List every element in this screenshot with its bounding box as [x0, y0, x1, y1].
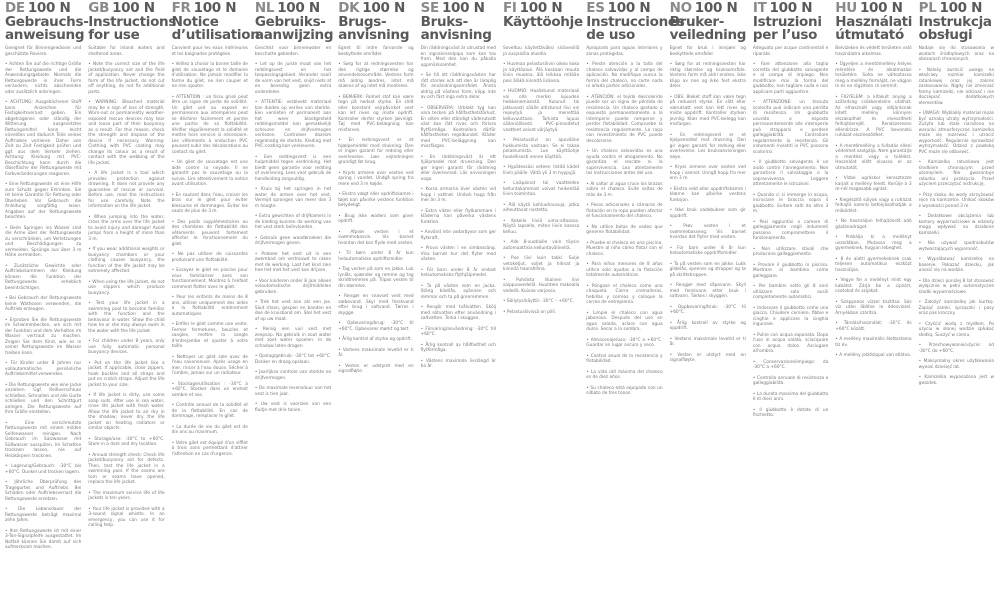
language-column-gb — [85, 0, 177, 595]
instruction-paragraph: • Västens maximala livslängd är tio år. — [420, 358, 496, 369]
instruction-paragraph: • Ta på vesten som en jakke. Lukk glidelås, spenner og stropper og ta på skrittstroppen. — [669, 261, 746, 278]
language-code: PL — [918, 0, 937, 16]
instruction-paragraph: • Hypätessäsi veteen ristitä kädet liivin päälle. Vältä yli 3 m hyppyjä. — [503, 165, 580, 176]
instruction-paragraph: • Oppbevaring/bruk: -30°C til +60°C. — [669, 304, 746, 315]
instruction-paragraph: • Puhdista likainen liivi saippuavedellä. Huuhtele makealla vedellä. Kuivaa varjossa. — [503, 277, 580, 294]
language-column-dk — [335, 0, 417, 595]
instruction-paragraph: • Kiegészítő súlyok vagy a ruházat felhajtó kamrái befolyásolhatják a működést. — [835, 197, 912, 214]
instruction-paragraph: • Rengjør med såpevann. Skyll med ferskvann etter bruk i saltvann. Tørkes i skyggen. — [669, 283, 746, 299]
language-column-hu — [832, 0, 915, 595]
column-heading — [835, 2, 911, 46]
instruction-paragraph: • La vida útil máxima del chaleco es de diez años. — [586, 369, 663, 380]
model-rating: 100 N — [939, 0, 983, 16]
instruction-paragraph: • Prøv vesten i et svømmebasseng. Vis barnet hvordan det flyter med vesten. — [669, 224, 746, 240]
instruction-paragraph: • Vegye fel a mellényt mint egy kabátot. Zárja be a cipzárt, csatokat és szíjakat. — [835, 278, 912, 294]
instruction-paragraph: • Vestens maksimale levetid er ti år. — [669, 336, 746, 347]
instruction-paragraph: • Voor kinderen onder 8 jaar alleen volautomatische drijfmiddelen gebruiken. — [254, 278, 332, 295]
instruction-paragraph: • Gebruik geen waadbroeken die drijfvermogen geven. — [254, 235, 332, 246]
instruction-paragraph: • Sørg for at redningsvesten har riktig størrelse og bruksområde. Vestens form må aldri endres, ikke klipp av noe og ikke fest ekstra deler. — [669, 62, 746, 89]
model-rating: 100 N — [27, 0, 71, 16]
instruction-paragraph: • Należy zwrócić uwagę na właściwy rozmiar kamizelki ratunkowej oraz jej zakres zastosowania. Nigdy nie zmieniać formy kamizelki, nie odcinać i nie doczepiać dodatkowych elementów. — [918, 67, 994, 106]
instruction-paragraph: • Ikke bruk vadebukser som gir oppdrift. — [669, 208, 746, 219]
language-code: IT — [752, 0, 767, 16]
instruction-paragraph: • Vesten er udstyret med en signalfløjte. — [338, 363, 414, 374]
model-rating: 100 N — [441, 0, 485, 16]
model-rating: 100 N — [769, 0, 813, 16]
model-rating: 100 N — [193, 0, 237, 16]
instructions-text — [919, 46, 994, 386]
instruction-paragraph: • Zusätzliche Gewichte oder Auftriebskammern der Kleidung können die Funktion der Rettungsweste erheblich beeinträchtigen. — [5, 263, 82, 291]
instructions-text — [5, 46, 81, 551]
instruction-paragraph: • Afprøv vesten i et svømmebassin. Vis barnet hvordan det kan flyde med vesten. — [338, 229, 414, 246]
instruction-paragraph: • Kokeile liiviä uima-altaassa. Näytä lapselle, miten liivin kanssa kelluu. — [503, 218, 580, 235]
instruction-paragraph: • Votre gilet est équipé d'un sifflet à trois sons permettant d'attirer l'attention en cas d'urgence. — [171, 440, 248, 457]
instruction-paragraph: • A mellény jelzősíppal van ellátva. — [835, 353, 912, 358]
column-title: Instrucciones de uso — [586, 13, 685, 43]
column-heading — [254, 0, 334, 46]
instruction-paragraph: • Storage/use: -30°C to +60°C. Store in a dark and dry location. — [88, 436, 165, 447]
language-code: FR — [171, 0, 191, 16]
instruction-paragraph: • Jaarlijkse controle van sterkte en drijfvermogen. — [254, 370, 332, 381]
column-heading — [5, 0, 89, 46]
instructions-text — [670, 46, 746, 364]
instruction-paragraph: • Controllo annuale di resistenza e galleggiabilità. — [752, 375, 829, 386]
instruction-paragraph: • Die Lebensdauer der Rettungsweste beträgt maximal zehn Jahre. — [5, 507, 82, 523]
instruction-paragraph: • Pelastusliivissä on pilli. — [503, 309, 557, 315]
instruction-paragraph: • Su chaleco está equipado con un silbato de tres tonos. — [586, 385, 663, 396]
instruction-paragraph: • Vízbe ugráskor keresztezze karjait a mellény felett. Kerülje a 3 m-nél magasabb ugrást. — [835, 176, 912, 192]
column-heading — [338, 2, 413, 46]
instruction-paragraph: • Kamizelka ratunkowa jest środkiem chroniącym przed utonięciem. Nie gwarantuje ratunku ani przeżycia. Przed użyciem przeczytać instrukcję. — [918, 160, 994, 187]
instruction-paragraph: • Próbálja ki a mellényt uszodában. Mutassa meg a gyermeknek, hogyan lebeghet. — [835, 235, 912, 251]
language-code: GB — [88, 0, 110, 16]
instruction-paragraph: • Uw vest is voorzien van een fluitje met drie tonen. — [254, 402, 332, 413]
instruction-paragraph: • OBSERVERA: Urblekt tyg kan vara tecken på hållfasthetsförlust. En sliten eller ständigt väderutsatt väst kan lätt rivas och förlora flytförmåga. Kontrollera därför hållfastheten regelbundet. Kläder med PVC-beläggning kan missfärgas. — [420, 105, 496, 149]
intro-paragraph: Apropiado para aguas interiores y zonas protegidas. — [586, 46, 663, 57]
instruction-paragraph: • Pelastusliivi on apuväline hukkumista vastaan. Se ei takaa pelastumista. Lue käyttöohje huolellisesti ennen käyttöä. — [503, 138, 580, 160]
intro-paragraph: Belvízeken és védett területen való használatra alkalmas. — [835, 46, 912, 57]
instructions-text — [172, 46, 248, 457]
instruction-paragraph: • Opbevaring/brug: -30°C til +60°C. Opbevares mørkt og tørt. — [338, 321, 414, 332]
instruction-paragraph: • ATTENTION : un tissu grisé peut être un signe de perte de solidité. Un gilet usé ou exposé en permanence aux intempéries peut se déchirer facilement et perdre une partie de sa flottabilité. Vérifier régulièrement la solidité et mettre hors service si nécessaire. Les vêtements à enduction PVC peuvent subir des décolorations au contact du gilet. — [171, 94, 248, 155]
instructions-text — [255, 46, 331, 413]
intro-paragraph: Egnet til indre farvande og beskyttede områder. — [338, 46, 414, 57]
instruction-paragraph: • Rengør en snavset vest med sæbevand. Skyl med ferskvand efter brug i saltvand. Tørres i skygge. — [338, 294, 414, 316]
column-title: Instructions for use — [88, 13, 177, 43]
instruction-paragraph: • FIGYELEM: a kifakult anyag a szilárdság csökkenésére utalhat. Az elhasznált vagy időjárásnak kitett mellény könnyen elszakadhat és elveszítheti felhajtóerejét. Rendszeresen ellenőrizze. A PVC bevonatú ruházat elszíneződhet. — [835, 94, 912, 138]
column-heading — [88, 0, 177, 46]
instruction-paragraph: • Annual strength check: Check life jacket/buoyancy aid for defects. Then, test the life jacket in a swimming pool. If the seams are torn or seams have opened, replace the life jacket. — [88, 452, 165, 485]
column-title: Brugs- anvisning — [338, 13, 410, 43]
instruction-paragraph: • OBS: Bleket stoff kan være tegn på redusert styrke. En slitt eller værutsatt vest kan lett rives og miste oppdrift. Kontroller styrken jevnlig. Klær med PVC-belegg kan misfarges. — [669, 94, 746, 127]
instruction-paragraph: • ATENCIÓN: el tejido descolorido puede ser un signo de pérdida de resistencia. Un chaleco gastado o expuesto permanentemente a la intemperie puede romperse y perder flotabilidad. Compruebe la resistencia regularmente. La ropa con revestimiento de PVC puede decolorarse. — [586, 94, 663, 144]
instruction-paragraph: • Szappanos vízzel tisztítsa. Sós víz után öblítse le édesvízzel. Árnyékban szárítsa. — [835, 299, 912, 316]
instruction-paragraph: • A mentőmellény a fulladás elleni védelmet szolgálja. Nem garantálja a mentést vagy a túlélést. Használat előtt olvassa el az útmutatót. — [835, 143, 912, 171]
instruction-paragraph: • En redningsvest er et hjelpemiddel mot drukning. Den gir ingen garanti for redning eller overlevelse. Les bruksanvisningen nøye. — [669, 132, 746, 160]
instruction-paragraph: • No utilice botas de vadeo que generen flotabilidad. — [586, 224, 663, 235]
instruction-paragraph: • Nettoyer un gilet sale avec de l'eau savonneuse. Après usage en mer, rincer à l'eau douce. Sécher à l'ombre, jamais sur un radiateur. — [171, 354, 248, 376]
instruction-paragraph: • Probeer het vest uit in een zwembad om vertrouwd te raken met de werking. Laat het kind zien hoe het met het vest kan drijven. — [254, 251, 332, 273]
intro-paragraph: Din räddningsväst är utrustad med en signalvisselpipa som kan tas fram. Med den kan du påkalla uppmärksamhet. — [420, 46, 496, 68]
instruction-paragraph: • Ügyeljen a mentőmellény helyes méretére és alkalmazási területére. Soha ne változtassa meg a mellény formáját, ne vágjon le és ne rögzítsen rá semmit. — [835, 62, 912, 89]
instruction-paragraph: • Stockage/utilisation : -30°C à +60°C. Stocker dans un endroit sombre et sec. — [171, 381, 248, 398]
instruction-paragraph: • De maximale levensduur van het vest is tien jaar. — [254, 386, 332, 397]
instruction-paragraph: • BEMÆRK: Falmet stof kan være tegn på nedsat styrke. En slidt eller konstant vejrpåvirket vest kan let rives og miste opdrift. Kontroller derfor styrken jævnligt. Tøj med PVC-belægning kan misfarves. — [338, 94, 414, 133]
instruction-paragraph: • Put on the life jacket like a jacket. If applicable, close zippers, hook buckles and all straps and put on crotch straps. Adjust the life jacket to your size. — [88, 360, 165, 388]
instruction-paragraph: • Kryss armene over vesten ved hopp i vannet. Unngå hopp fra mer enn 3 m. — [669, 165, 746, 181]
instruction-paragraph: • Eine Rettungsweste ist eine Hilfe zum Schutz gegen Ertrinken. Sie ist keine Garantie für Rettung oder Überleben. Vor Gebrauch die Anleitung sorgfältig lesen. Angaben auf der Rettungsweste beachten. — [5, 182, 82, 220]
instruction-paragraph: • WARNING: Bleached material may be a sign of loss of strength. Worn-out or permanently weather-exposed rescue devices may tear and loose part of their buoyancy as a result. For this reason, check the strength and dispose of the device if necessary. Warning: Clothing with PVC coating may change its colour as a result of contact with the webbing of the life jacket. — [88, 100, 165, 166]
instruction-paragraph: • Tárolás/használat: -30°C és +60°C között. — [835, 321, 912, 332]
instruction-paragraph: • Eine verschmutzte Rettungsweste mit einem milden Seifenwasser reinigen. Nach Gebrauch im Salzwasser mit Süßwasser ausspülen. Im Schatten trocknen lassen, nie auf Heizkörpern trocknen. — [5, 420, 82, 459]
instruction-paragraph: • Für Kinder unter 8 Jahren nur vollautomatische persönliche Auftriebsmittel verwenden. — [5, 361, 82, 377]
instruction-paragraph: • Test your life jacket in a swimming pool to become familiar with the function and the behaviour in water. Show the child how he or she may always swim in the water with the life jacket. — [88, 301, 165, 334]
instruction-paragraph: • Czyścić wodą z mydłem. Po użyciu w słonej wodzie spłukać słodką. Suszyć w cieniu. — [918, 321, 994, 338]
instruction-paragraph: • Die Rettungsweste wie eine Jacke anziehen. Ggf. Reißverschluss schließen, Schnallen und alle Gurte schließen und den Schrittgurt anlegen. Die Rettungsweste auf Ihre Größe einstellen. — [5, 382, 82, 415]
instruction-paragraph: • Il giubbotto salvagente è un aiuto contro l'annegamento. Non garantisce il salvataggio o la sopravvivenza. Leggere attentamente le istruzioni. — [752, 160, 829, 187]
instruction-paragraph: • If life jacket is dirty, use some soap suds. After use in sea water, rinse life jacket with fresh water. Allow the life jacket to air dry in the shadow; never dry the life jacket on heating radiators or similar objects. — [88, 393, 165, 431]
instruction-paragraph: • Indossare il giubbotto come una giacca. Chiudere cerniere, fibbie e cinghie e applicare la cinghia inguinale. — [752, 305, 829, 327]
instruction-paragraph: • Per bambini sotto gli 8 anni utilizzare solo ausili completamente automatici. — [752, 284, 829, 300]
intro-paragraph: Suitable for inland waters and sheltered areas. — [88, 46, 165, 57]
instruction-paragraph: • For children under 8 years, only use fully automatic personal buoyancy devices. — [88, 339, 165, 355]
instruction-paragraph: • Använd inte vadarbyxor som ger flytkraft. — [420, 230, 496, 241]
intro-paragraph: Soveltuu käytettäväksi sisävesillä ja suojaisilla alueilla. — [503, 46, 580, 57]
instructions-text — [753, 46, 828, 419]
instruction-paragraph: • Note the correct size of the life jacket/buoyancy aid and the field of application. Never change the form of the life jacket, do not cut off anything, do not fix additional parts. — [88, 62, 165, 95]
instruction-paragraph: • Wypróbować kamizelkę na basenie. Pokazać dziecku, jak unosić się na wodzie. — [918, 257, 994, 273]
intro-paragraph: Geschikt voor binnenwater en beschutte gebieden. — [254, 46, 332, 57]
instruction-paragraph: • Nie używać spodniobutów wytwarzających wyporność. — [918, 241, 994, 252]
instruction-paragraph: • A life jacket is a tool which provides protection against drowning. It does not provide any guarantee of rescue or survival. Before use, read the instructions for use carefully. Note the information on the life jacket. — [88, 171, 165, 209]
language-column-fi — [500, 0, 583, 595]
instruction-paragraph: • Dla dzieci poniżej 8 lat stosować wyłącznie w pełni automatyczne środki wypornościowe. — [918, 278, 994, 295]
instruction-paragraph: • Sørg for at redningsvesten har den rigtige størrelse og anvendelsesområde. Vestens form må aldrig ændres, intet må skæres af og intet må monteres. — [338, 62, 414, 89]
instruction-paragraph: • Extra gewichten of drijfkamers in de kleding kunnen de werking van het vest sterk beïnvloeden. — [254, 214, 332, 230]
language-code: NO — [669, 0, 692, 16]
column-title: Gebrauchs- anweisung — [5, 13, 89, 43]
instruction-paragraph: • Årlig kontroll av styrke og oppdrift. — [669, 320, 746, 331]
instruction-paragraph: • Förvaring/användning: -30°C till +60°C. — [420, 326, 496, 337]
instruction-paragraph: • Il giubbotto è dotato di un fischietto. — [752, 407, 829, 418]
instruction-paragraph: • Se till att räddningsvästen har rätt storlek och att den är lämplig för användningsområdet. Ändra aldrig på västens form, klipp inte av och fäst inga extra delar. — [420, 73, 496, 100]
instructions-text — [835, 46, 911, 359]
instruction-paragraph: • La durée de vie du gilet est de dix ans au maximum. — [171, 424, 248, 435]
instructions-text — [586, 46, 662, 397]
instruction-paragraph: • En räddningsväst är ett hjälpmedel mot drunkning. Den ger ingen garanti för räddning eller överlevnad. Läs anvisningen noga. — [420, 154, 496, 182]
instruction-paragraph: • Ekstra vægt eller opdriftskamre i tøjet kan påvirke vestens funktion betydeligt. — [338, 192, 414, 208]
column-heading — [171, 0, 260, 46]
column-title: Istruzioni per l’uso — [752, 13, 822, 43]
instruction-paragraph: • Trek het vest aan als een jas. Sluit ritsen, gespen en banden en doe de kruisband om. Stel het vest af op uw maat. — [254, 300, 332, 322]
instruction-paragraph: • Contrôle annuel de la solidité et de la flottabilité. En cas de dommage, remplacer le gilet. — [171, 403, 248, 419]
language-column-es — [583, 0, 685, 595]
language-code: DK — [338, 0, 360, 16]
instruction-paragraph: • En sautant dans l'eau, croiser les bras sur le gilet pour éviter blessures et dommages. Éviter les sauts de plus de 3 m. — [171, 192, 248, 214]
instruction-paragraph: • Conservazione/impiego: da -30°C a +60°C. — [752, 359, 829, 370]
instruction-paragraph: • Enfiler le gilet comme une veste. Fermer fermetures, boucles et sangles, mettre la sangle d'entrejambe et ajuster à votre taille. — [171, 322, 248, 349]
instruction-paragraph: • Pue liivi kuin takki. Sulje vetoketjut, soljet ja hihnat ja kiinnitä haarahihna. — [503, 256, 580, 272]
language-column-no — [667, 0, 750, 595]
instruction-paragraph: • Alle 8-vuotiaille vain täysin automaattisia kelluntavälineitä. — [503, 240, 580, 251]
model-rating: 100 N — [694, 0, 738, 16]
instruction-paragraph: • Lagerung/Gebrauch: -30°C bis +60°C. Dunkel und trocken lagern. — [5, 464, 82, 475]
instruction-paragraph: • Założyć kamizelkę jak kurtkę. Zapiąć zamki, sprzączki i pasy oraz pas kroczny. — [918, 300, 994, 316]
column-heading — [503, 0, 583, 46]
language-column-de — [2, 0, 89, 595]
column-title: Instrukcja obsługi — [918, 13, 992, 43]
column-title: Használati útmutató — [835, 13, 913, 43]
column-heading — [421, 2, 496, 46]
instruction-paragraph: • ACHTUNG: Ausgeblichener Stoff kann Anzeichen für Festigkeitsverlust geben. Ein abgetragenes oder ständig der Witterung ausgesetztes Rettungsmittel kann leicht einreißen und dadurch Teile seines Auftriebes verlieren. Daher von Zeit zu Zeit Festigkeit prüfen und ggf. aus dem Verkehr ziehen. Achtung: Kleidung mit PVC-Beschichtung kann durch die Oberfläche der Rettungsweste mit Farbveränderungen reagieren. — [5, 100, 82, 177]
instruction-paragraph: • Vestens maksimale levetid er ti år. — [338, 347, 414, 358]
instruction-paragraph: • Non utilizzare stivali che producono galleggiamento. — [752, 246, 829, 257]
instructions-text — [88, 46, 164, 529]
intro-paragraph: Egnet for bruk i innsjøer og beskyttede områder. — [669, 46, 746, 57]
instruction-paragraph: • Ta på västen som en jacka. Stäng blixtlås, spännen och remmar och ta på grenremmen. — [420, 283, 496, 300]
column-title: Bruker- veiledning — [669, 13, 747, 43]
instruction-paragraph: • Korsa armarna över västen vid hopp i vattnet. Undvik hopp från mer än 3 m. — [420, 187, 496, 203]
instruction-paragraph: • Ihre Rettungsweste ist mit einer 3-Ton-Signalpfeife ausgestattet. Im Notfall können Sie damit auf sich aufmerksam machen. — [5, 528, 82, 550]
instruction-paragraph: • Przechowywanie/użycie: od -30°C do +60°C. — [918, 343, 994, 354]
instruction-paragraph: • Para niños menores de 8 años utilice solo ayudas a la flotación totalmente automáticas. — [586, 262, 663, 278]
instruction-paragraph: • Ne használjon felhajtóerőt adó gázlónadrágot. — [835, 219, 912, 230]
column-title: Gebruiks- aanwijzing — [254, 13, 334, 43]
instruction-paragraph: • Pour les enfants de moins de 8 ans, utiliser uniquement des aides à la flottabilité entièrement automatiques. — [171, 295, 248, 317]
model-rating: 100 N — [277, 0, 320, 16]
column-title: Käyttöohje — [503, 13, 583, 30]
instruction-paragraph: • When using the life jacket, do not use slippers which produce buoyancy. — [88, 279, 165, 296]
instruction-paragraph: • Przy skoku do wody skrzyżować ręce na kamizelce. Unikać skoków z wysokości ponad 3 m. — [918, 192, 994, 209]
language-code: DE — [5, 0, 25, 16]
instruction-paragraph: • Tag vesten på som en jakke. Luk lynlås, spænder og remme og tag skridtremmen på. Tilpas vesten til din størrelse. — [338, 267, 414, 289]
language-code: SE — [420, 0, 439, 16]
instructions-text — [421, 46, 496, 370]
model-rating: 100 N — [607, 0, 651, 16]
instruction-paragraph: • Fare attenzione alla taglia corretta del giubbotto salvagente e al campo di impiego. Non modificare mai la forma del giubbotto, non tagliare nulla e non applicare parti aggiuntive. — [752, 62, 829, 95]
instruction-paragraph: • Årlig kontrol af styrke og opdrift. — [338, 337, 412, 342]
instruction-paragraph: • Preste atención a la talla del chaleco salvavidas y al campo de aplicación. No modifique nunca la forma del chaleco, no corte nada ni añada partes adicionales. — [586, 62, 663, 89]
model-rating: 100 N — [112, 0, 155, 16]
instruction-paragraph: • 8 év alatti gyermekeknek csak teljesen automatikus eszközt használjon. — [835, 256, 912, 273]
instruction-paragraph: • Kryds armene over vesten ved spring i vandet. Undgå spring fra mere end 3 m højde. — [338, 170, 414, 187]
instruction-paragraph: • Pesos adicionales o cámaras de flotación en la ropa pueden afectar el funcionamiento del chaleco. — [586, 203, 663, 219]
instruction-paragraph: • Maksymalny okres użytkowania wynosi dziesięć lat. — [918, 359, 994, 370]
instruction-paragraph: • Dodatkowe obciążenia lub komory wypornościowe w odzieży mogą wpływać na działanie kamizelki. — [918, 214, 994, 236]
instruction-paragraph: • Reinig een vuil vest met zeepsop. Na gebruik in zout water met zoet water spoelen. In de schaduw laten drogen. — [254, 327, 332, 349]
instruction-paragraph: • Veillez à choisir la bonne taille de gilet de sauvetage et le domaine d'utilisation. Ne jamais modifier la forme du gilet, ne rien couper et ne rien ajouter. — [171, 62, 248, 89]
instruction-paragraph: • Pulire con acqua saponata. Dopo l'uso in acqua salata, sciacquare con acqua dolce. Asciugare all'ombra. — [752, 332, 829, 354]
instruction-paragraph: • Póngase el chaleco como una chaqueta. Cierre cremalleras, hebillas y correas y coloque la correa de entrepierna. — [586, 283, 663, 305]
instruction-paragraph: • En redningsvest er et hjælpemiddel mod drukning. Den er ingen garanti for redning eller overlevelse. Læs vejledningen grundigt før brug. — [338, 138, 414, 165]
instruction-paragraph: • Pesi aggiuntivi o camere di galleggiamento negli indumenti possono compromettere il funzionamento. — [752, 219, 829, 241]
instruction-paragraph: • Ekstra vekt eller oppdriftskamre i klærne kan påvirke vestens funksjon. — [669, 186, 746, 203]
model-rating: 100 N — [519, 0, 563, 16]
instruction-paragraph: • Al saltar al agua cruce los brazos sobre el chaleco. Evite saltos de más de 3 m. — [586, 181, 663, 198]
instruction-paragraph: • ATTENTIE: verbleekt materiaal kan duiden op verlies van sterkte. Een versleten of permanent aan het weer blootgesteld reddingsmiddel kan gemakkelijk scheuren en drijfvermogen verliezen. Controleer daarom regelmatig de sterkte. Kleding met PVC-coating kan verkleuren. — [254, 100, 332, 149]
instruction-paragraph: • Provare il giubbotto in piscina. Mostrare al bambino come galleggiare. — [752, 262, 829, 279]
intro-paragraph: Adeguato per acque continentali e riparate. — [752, 46, 829, 57]
instruction-paragraph: • For barn under 8 år kun helautomatiske oppdriftsmidler. — [669, 245, 746, 256]
instruction-paragraph: • A mellény maximális élettartama tíz év. — [835, 337, 912, 348]
language-column-se — [418, 0, 500, 595]
instruction-paragraph: • Erproben Sie die Rettungsweste im Schwimmbecken, um sich mit der Funktion und dem Verhalten im Wasser vertraut zu machen. Zeigen Sie dem Kind, wie es in seiner Rettungsweste im Wasser treiben kann. — [5, 317, 82, 356]
instruction-paragraph: • Limpie el chaleco con agua jabonosa. Después del uso en agua salada, aclare con agua dulce. Secar a la sombra. — [586, 310, 663, 332]
instruction-paragraph: • Lisäpainot tai vaatteiden kelluntakammiot voivat heikentää liivin toimintaa. — [503, 181, 580, 197]
language-column-fr — [169, 0, 260, 595]
instruction-paragraph: • Bei Gebrauch der Rettungsweste keine Wathosen verwenden, die Auftrieb erzeugen. — [5, 296, 82, 312]
instruction-paragraph: • Älä käytä kahluuhousuja, jotka aiheuttavat nostetta. — [503, 202, 580, 213]
language-column-it — [750, 0, 832, 595]
intro-paragraph: Convient pour les eaux intérieures et les baignades protégées. — [171, 46, 248, 57]
column-heading — [919, 2, 994, 46]
language-code: HU — [835, 0, 857, 16]
language-code: FI — [503, 0, 517, 16]
instruction-paragraph: • Kamizelka wyposażona jest w gwizdek. — [918, 375, 994, 386]
intro-paragraph: Nadaje się do stosowania w wodach śródlądowych oraz na obszarach chronionych. — [918, 46, 994, 62]
column-title: Notice d’utilisation — [171, 13, 260, 43]
instruction-paragraph: • When jumping into the water, cross the arms over the life jacket to avoid injury and damage! Avoid jumps from a height of more than 3 m. — [88, 214, 165, 242]
instruction-paragraph: • Vesten er utstyrt med en signalfløyte. — [669, 352, 746, 363]
instruction-paragraph: • Let op de juiste maat van het reddingsvest en het toepassingsgebied. Verander nooit de vorm van het vest, snijd niets af en bevestig geen extra onderdelen. — [254, 62, 332, 95]
instruction-paragraph: • Achten Sie auf die richtige Größe der Rettungsweste und die Anwendungsgebiete. Niemals die Rettungsweste in ihrer Form verändern, nichts abschneiden oder zusätzlich anbringen. — [5, 62, 82, 95]
instruction-paragraph: • Kruis bij het springen in het water de armen over het vest. Vermijd sprongen van meer dan 3 m hoogte. — [254, 187, 332, 209]
instruction-paragraph: • Opslag/gebruik: -30°C tot +60°C. Donker en droog opslaan. — [254, 354, 332, 365]
instruction-paragraph: • HUOMIO: Haalistunut materiaali voi olla merkki lujuuden heikkenemisestä. Kulunut tai jatkuvasti säälle altistunut liivi voi repeytyä ja menettää kelluvuuttaan. Tarkista lujuus säännöllisesti. PVC-pinnoitetut vaatteet voivat värjäytyä. — [503, 89, 580, 133]
instruction-paragraph: • Control anual de la resistencia y flotabilidad. — [586, 353, 663, 364]
language-column-pl — [916, 0, 998, 595]
instruction-paragraph: • If you wear additional weights or buoyancy chambers or your clothing causes buoyancy, the function of the life jacket may be extremely affected. — [88, 247, 165, 274]
column-heading — [753, 2, 828, 46]
instruction-paragraph: • Ne pas utiliser de cuissardes produisant une flottabilité. — [171, 252, 248, 263]
instruction-paragraph: • För barn under 8 år endast helautomatiska flythjälpmedel. — [420, 267, 496, 278]
instructions-text — [338, 46, 413, 375]
instruction-paragraph: • Een reddingsvest is een hulpmiddel tegen verdrinking. Het biedt geen garantie voor redding of overleving. Lees voor gebruik de handleiding zorgvuldig. — [254, 154, 332, 182]
instruction-paragraph: • Pruebe el chaleco en una piscina. Muestre al niño cómo flotar con el chaleco. — [586, 240, 663, 257]
instruction-paragraph: • Prova västen i en simbassäng. Visa barnet hur det flyter med västen. — [420, 246, 496, 262]
intro-paragraph: Geeignet für Binnengewässer und geschützte Reviere. — [5, 46, 82, 57]
instruction-paragraph: • ATTENZIONE: un tessuto scolorito può indicare una perdita di resistenza. Un giubbotto usurato o esposto permanentemente alle intemperie può strapparsi e perdere galleggiabilità. Controllare regolarmente la resistenza. Gli indumenti rivestiti in PVC possono scolorirsi. — [752, 100, 829, 155]
language-code: NL — [254, 0, 275, 16]
instruction-paragraph: • La durata massima del giubbotto è di dieci anni. — [752, 391, 829, 402]
instruction-paragraph: • Til børn under 8 år kun helautomatiske opdriftsmidler. — [338, 251, 414, 262]
language-column-nl — [252, 0, 335, 595]
instruction-paragraph: • Un chaleco salvavidas es una ayuda contra el ahogamiento. No garantiza el rescate ni la supervivencia. Lea atentamente las instrucciones antes del uso. — [586, 149, 663, 176]
instruction-paragraph: • Extra vikter eller flytkammare i kläderna kan påverka västens funktion. — [420, 208, 496, 225]
instruction-paragraph: • The maximum service life of life jackets is ten years. — [88, 490, 165, 501]
instruction-paragraph: • Brug ikke waders som giver opdrift. — [338, 213, 414, 224]
instruction-paragraph: • Årlig kontroll av hållfasthet och flytförmåga. — [420, 342, 496, 353]
instruction-paragraph: • Essayez le gilet en piscine pour vous familiariser avec son fonctionnement. Montrez à l'enfant comment flotter avec le gilet. — [171, 268, 248, 290]
instruction-paragraph: • UWAGA: Wyblakły materiał może być oznaką utraty wytrzymałości. Zużyta lub stale narażona na warunki atmosferyczne kamizelka może się rozerwać i utracić wyporność. Regularnie sprawdzać wytrzymałość. Odzież z powłoką PVC może się odbarwić. — [918, 111, 994, 155]
language-code: ES — [586, 0, 605, 16]
instruction-paragraph: • Your life jacket is provided with a 3-sound signal whistle. In an emergency, you can use it for calling help. — [88, 506, 165, 528]
column-heading — [670, 2, 746, 46]
instruction-paragraph: • Des poids supplémentaires ou des chambres de flottabilité des vêtements peuvent fortement affecter le fonctionnement du gilet. — [171, 219, 248, 247]
instruction-paragraph: • Jährliche Überprüfung des Tragegurtes und Auftriebs. Bei Schäden oder Auftriebsverlust die Rettungsweste ersetzen. — [5, 480, 82, 502]
instruction-paragraph: • Säilytys/käyttö: -30°C – +60°C. — [503, 299, 575, 304]
instruction-paragraph: • Beim Springen ins Wasser sind die Arme über der Rettungsweste zu verschränken, um Verletzungen und Beschädigungen zu vermeiden. Sprünge aus über 3 m Höhe vermeiden. — [5, 225, 82, 258]
instruction-paragraph: • Quando ci si immerge in acqua, incrociare le braccia sopra il giubbotto. Evitare salti da oltre 3 m. — [752, 192, 829, 214]
instruction-paragraph: • Almacenaje/uso: -30°C a +60°C. Guardar en lugar oscuro y seco. — [586, 337, 663, 348]
instruction-paragraph: • Huomaa pelastusliivin oikea koko ja käyttöalue. Älä koskaan muuta liivin muotoa, älä leikkaa mitään pois äläkä kiinnitä lisäosia. — [503, 62, 580, 84]
column-title: Bruks- anvisning — [420, 13, 492, 43]
instruction-paragraph: • Rengör med tvålvatten. Skölj med sötvatten efter användning i saltvatten. Torka i skuggan. — [420, 305, 496, 321]
instructions-text — [503, 46, 579, 315]
model-rating: 100 N — [362, 0, 405, 16]
model-rating: 100 N — [859, 0, 903, 16]
instruction-paragraph: • Un gilet de sauvetage est une aide contre la noyade. Il ne garantit pas le sauvetage ou la survie. Lire attentivement la notice avant utilisation. — [171, 160, 248, 187]
